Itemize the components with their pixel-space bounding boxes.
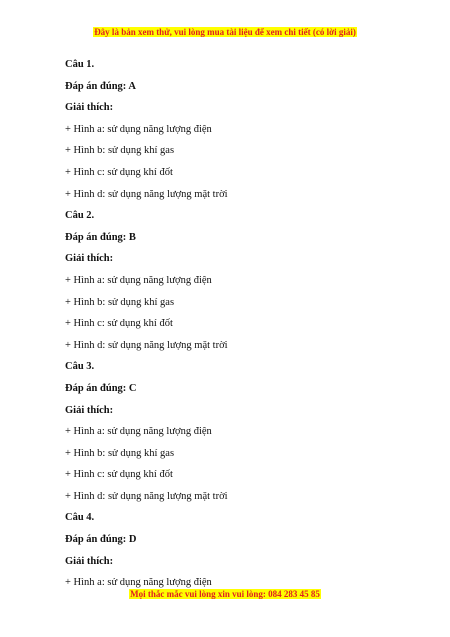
question-title: Câu 4. — [65, 512, 95, 524]
explanation-item: + Hình d: sử dụng năng lượng mặt trời — [65, 490, 228, 502]
explanation-item: + Hình d: sử dụng năng lượng mặt trời — [65, 188, 228, 200]
explanation-item: + Hình b: sử dụng khí gas — [65, 296, 175, 308]
explanation-item: + Hình c: sử dụng khí đốt — [65, 469, 173, 481]
explanation-item: + Hình c: sử dụng khí đốt — [65, 318, 173, 330]
correct-answer: Đáp án đúng: C — [65, 382, 137, 394]
question-title: Câu 3. — [65, 361, 95, 373]
question-title: Câu 2. — [65, 210, 95, 222]
explanation-label: Giải thích: — [65, 404, 114, 416]
explanation-item: + Hình c: sử dụng khí đốt — [65, 166, 173, 178]
explanation-label: Giải thích: — [65, 555, 114, 567]
explanation-label: Giải thích: — [65, 253, 114, 265]
explanation-item: + Hình b: sử dụng khí gas — [65, 447, 175, 459]
contact-banner: Mọi thắc mắc vui lòng xin vui lòng: 084 283 45 85 — [130, 589, 320, 599]
explanation-item: + Hình b: sử dụng khí gas — [65, 145, 175, 157]
preview-notice-banner: Đây là bản xem thử, vui lòng mua tài liệu để xem chi tiết (có lời giải) — [94, 27, 356, 37]
explanation-item: + Hình a: sử dụng năng lượng điện — [65, 123, 212, 135]
correct-answer: Đáp án đúng: D — [65, 534, 137, 546]
explanation-item: + Hình a: sử dụng năng lượng điện — [65, 577, 212, 589]
answer-content — [65, 58, 405, 598]
explanation-item: + Hình d: sử dụng năng lượng mặt trời — [65, 339, 228, 351]
correct-answer: Đáp án đúng: B — [65, 231, 136, 243]
explanation-item: + Hình a: sử dụng năng lượng điện — [65, 274, 212, 286]
question-title: Câu 1. — [65, 59, 95, 70]
correct-answer: Đáp án đúng: A — [65, 80, 136, 92]
explanation-item: + Hình a: sử dụng năng lượng điện — [65, 426, 212, 438]
explanation-label: Giải thích: — [65, 102, 114, 114]
